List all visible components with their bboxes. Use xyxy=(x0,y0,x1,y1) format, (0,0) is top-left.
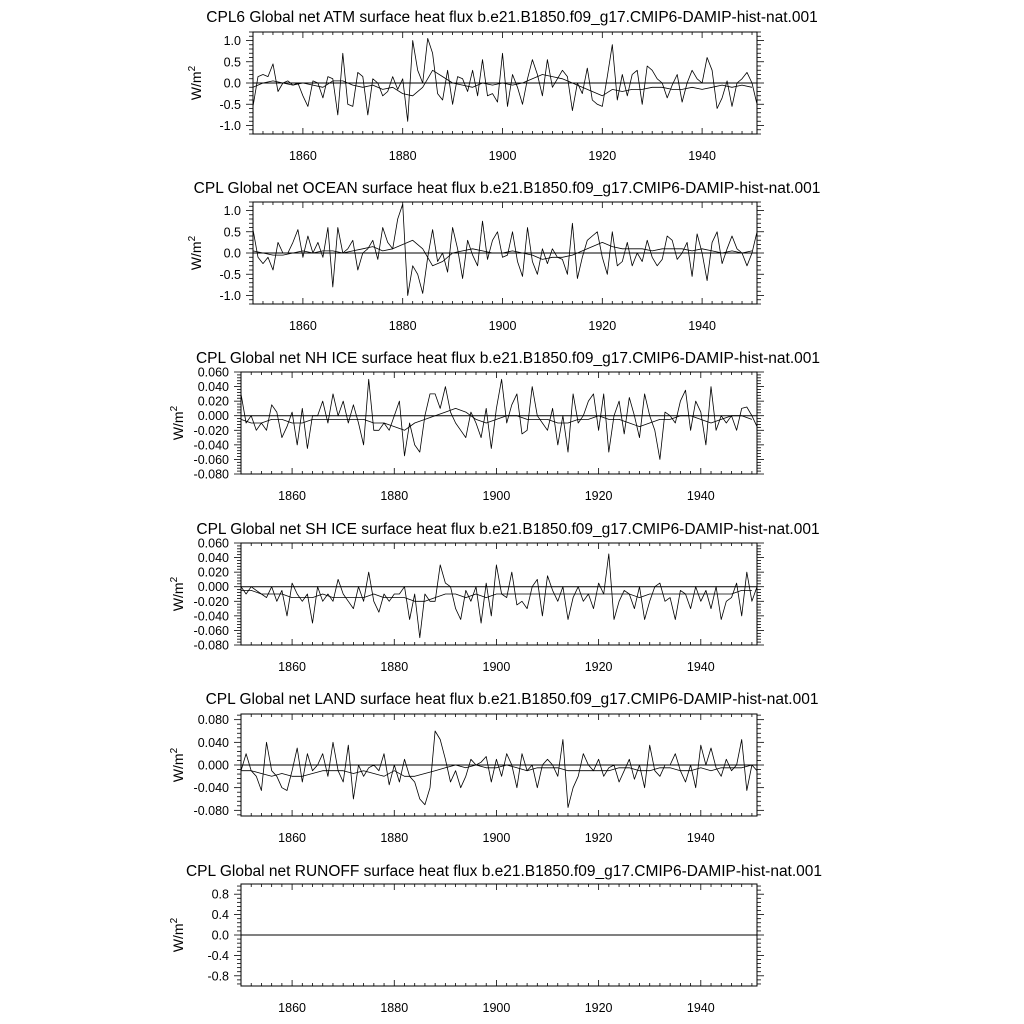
y-axis-label-unit: W/m xyxy=(188,241,204,271)
y-tick-label: -0.5 xyxy=(219,97,241,112)
y-tick-label: 0.000 xyxy=(197,409,229,424)
x-tick-label: 1940 xyxy=(688,319,717,333)
panel-title: CPL Global net OCEAN surface heat flux b.e21.B1850.f09_g17.CMIP6-DAMIP-hist-nat.001 xyxy=(193,180,821,197)
y-tick-label: 0.020 xyxy=(197,394,229,409)
x-tick-label: 1900 xyxy=(482,831,511,845)
x-tick-label: 1880 xyxy=(380,489,409,503)
y-tick-label: 0.040 xyxy=(197,735,229,750)
y-axis-label xyxy=(169,405,186,440)
x-tick-label: 1900 xyxy=(488,319,517,333)
y-axis-label-unit: W/m xyxy=(170,582,186,612)
x-tick-label: 1880 xyxy=(380,831,409,845)
y-tick-label: 1.0 xyxy=(223,34,241,48)
x-tick-label: 1880 xyxy=(380,1001,409,1015)
panel-4 xyxy=(169,521,820,674)
x-tick-label: 1880 xyxy=(380,660,409,674)
y-axis-label-unit: W/m xyxy=(188,71,204,101)
y-tick-label: 0.020 xyxy=(197,565,229,580)
panel-title: CPL Global net LAND surface heat flux b.e21.B1850.f09_g17.CMIP6-DAMIP-hist-nat.001 xyxy=(205,691,819,708)
y-tick-label: 0.4 xyxy=(211,908,229,923)
annual-series-line xyxy=(253,204,757,295)
y-tick-label: 0.000 xyxy=(197,580,229,595)
x-tick-label: 1900 xyxy=(482,489,511,503)
y-tick-label: -0.060 xyxy=(193,452,229,467)
panel-title: CPL Global net RUNOFF surface heat flux b.e21.B1850.f09_g17.CMIP6-DAMIP-hist-nat.001 xyxy=(185,863,823,880)
smoothed-series-line xyxy=(241,765,752,776)
y-axis-label-unit: W/m xyxy=(170,753,186,783)
y-tick-label: -0.080 xyxy=(193,638,229,653)
y-axis-label-unit: W/m xyxy=(170,411,186,441)
x-tick-label: 1880 xyxy=(388,149,417,163)
panel-5 xyxy=(169,691,818,845)
y-axis-label-superscript: 2 xyxy=(169,917,180,924)
y-axis-label-superscript: 2 xyxy=(169,405,180,412)
plot-frame xyxy=(241,372,757,474)
y-tick-label: -1.0 xyxy=(219,289,241,303)
x-tick-label: 1860 xyxy=(288,319,317,333)
x-tick-label: 1920 xyxy=(588,149,617,163)
x-tick-label: 1920 xyxy=(588,319,617,333)
y-axis-label xyxy=(169,917,186,952)
y-tick-label: -0.080 xyxy=(193,803,229,818)
x-tick-label: 1940 xyxy=(686,831,715,845)
x-tick-label: 1920 xyxy=(584,489,613,503)
x-tick-label: 1860 xyxy=(278,489,306,503)
y-tick-label: -0.040 xyxy=(193,609,229,624)
x-tick-label: 1940 xyxy=(688,149,717,163)
y-tick-label: -0.080 xyxy=(193,467,229,482)
y-tick-label: -0.020 xyxy=(193,594,229,609)
y-tick-label: -1.0 xyxy=(219,119,241,133)
y-tick-label: 0.080 xyxy=(197,713,229,728)
y-tick-label: -0.040 xyxy=(193,781,229,796)
y-tick-label: -0.8 xyxy=(207,969,229,984)
y-tick-label: 0.000 xyxy=(197,758,229,773)
y-tick-label: 0.0 xyxy=(223,76,241,91)
x-tick-label: 1920 xyxy=(584,1001,613,1015)
y-tick-label: 0.040 xyxy=(197,551,229,566)
y-axis-label-superscript: 2 xyxy=(169,576,180,583)
y-tick-label: 0.060 xyxy=(197,365,229,380)
panel-title: CPL Global net SH ICE surface heat flux b.e21.B1850.f09_g17.CMIP6-DAMIP-hist-nat.001 xyxy=(196,521,820,538)
x-tick-label: 1860 xyxy=(278,831,306,845)
y-tick-label: 1.0 xyxy=(223,204,241,218)
x-tick-label: 1880 xyxy=(388,319,417,333)
y-tick-label: -0.5 xyxy=(219,267,241,282)
y-tick-label: 0.8 xyxy=(211,887,229,902)
y-axis-label xyxy=(187,65,204,100)
x-tick-label: 1940 xyxy=(686,489,715,503)
smoothed-series-line xyxy=(241,590,752,601)
annual-series-line xyxy=(253,38,757,121)
y-tick-label: 0.040 xyxy=(197,380,229,395)
panel-title: CPL Global net NH ICE surface heat flux b.e21.B1850.f09_g17.CMIP6-DAMIP-hist-nat.001 xyxy=(195,350,821,367)
y-tick-label: -0.060 xyxy=(193,623,229,638)
x-tick-label: 1940 xyxy=(686,660,715,674)
y-tick-label: 0.5 xyxy=(223,225,241,240)
x-tick-label: 1860 xyxy=(288,149,317,163)
panel-title: CPL6 Global net ATM surface heat flux b.e21.B1850.f09_g17.CMIP6-DAMIP-hist-nat.001 xyxy=(206,9,818,26)
x-tick-label: 1900 xyxy=(482,1001,511,1015)
x-tick-label: 1900 xyxy=(482,660,511,674)
panel-6 xyxy=(169,863,822,1015)
x-tick-label: 1940 xyxy=(686,1001,715,1015)
y-axis-label-superscript: 2 xyxy=(187,65,198,72)
y-tick-label: -0.4 xyxy=(207,948,229,963)
x-tick-label: 1860 xyxy=(278,660,306,674)
x-tick-label: 1920 xyxy=(584,831,613,845)
y-axis-label-superscript: 2 xyxy=(169,747,180,754)
y-tick-label: 0.060 xyxy=(197,536,229,551)
annual-series-line xyxy=(241,731,757,808)
y-axis-label xyxy=(169,576,186,611)
y-axis-label-superscript: 2 xyxy=(187,235,198,242)
y-tick-label: 0.0 xyxy=(223,246,241,261)
y-tick-label: -0.040 xyxy=(193,438,229,453)
panel-1 xyxy=(187,9,818,163)
x-tick-label: 1920 xyxy=(584,660,613,674)
y-axis-label xyxy=(187,235,204,270)
y-tick-label: 0.5 xyxy=(223,55,241,70)
y-axis-label-unit: W/m xyxy=(170,923,186,953)
y-tick-label: 0.0 xyxy=(211,928,229,943)
x-tick-label: 1860 xyxy=(278,1001,306,1015)
panel-2 xyxy=(187,180,820,333)
y-axis-label xyxy=(169,747,186,782)
x-tick-label: 1900 xyxy=(488,149,517,163)
y-tick-label: -0.020 xyxy=(193,423,229,438)
panel-3 xyxy=(169,350,820,503)
smoothed-series-line xyxy=(241,408,752,430)
